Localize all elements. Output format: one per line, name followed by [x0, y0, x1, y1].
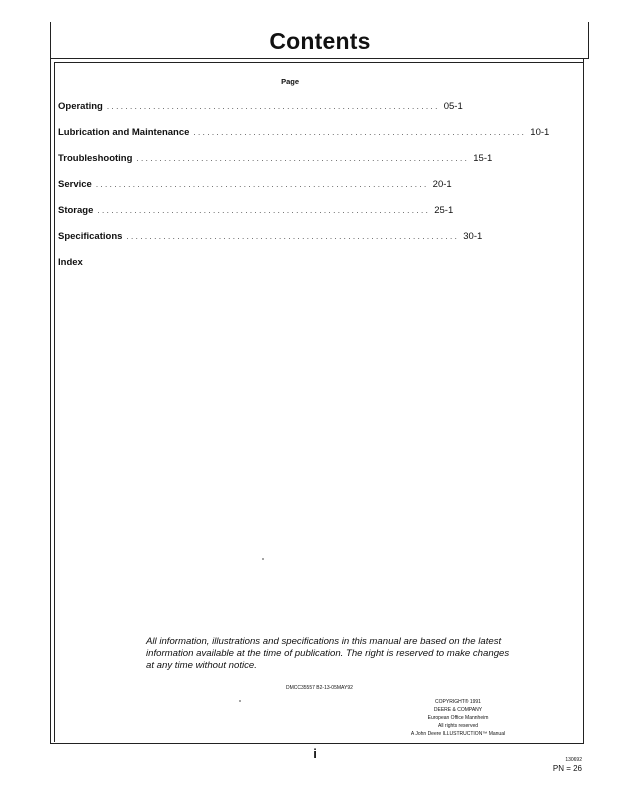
toc-entry-specifications[interactable]: [58, 231, 483, 245]
toc-page-column-heading: Page: [281, 77, 299, 86]
scan-speck: [239, 700, 241, 702]
toc-entry-page: 25-1: [434, 205, 454, 216]
scan-speck: [262, 558, 264, 560]
toc-entry-label: Troubleshooting: [58, 153, 133, 164]
title-underline: [50, 58, 589, 59]
toc-leader-dots: ........................................................................: [95, 180, 429, 189]
content-right-border: [583, 58, 584, 744]
toc-entry-storage[interactable]: [58, 205, 454, 219]
toc-entry-troubleshooting[interactable]: [58, 153, 493, 167]
toc-leader-dots: ........................................................................: [97, 206, 431, 215]
toc-leader-dots: ........................................................................: [193, 128, 527, 137]
toc-entry-page: 15-1: [473, 153, 493, 164]
toc-entry-label: Index: [58, 257, 83, 268]
toc-leader-dots: ........................................................................: [106, 102, 440, 111]
toc-entry-page: 30-1: [463, 231, 483, 242]
toc-entry-page: 10-1: [530, 127, 550, 138]
toc-entry-lubrication[interactable]: [58, 127, 550, 141]
manual-type-line: A John Deere ILLUSTRUCTION™ Manual: [410, 731, 506, 737]
toc-entry-label: Specifications: [58, 231, 123, 242]
toc-entry-service[interactable]: [58, 179, 452, 193]
office-line: European Office Mannheim: [427, 715, 489, 721]
pn-number: PN = 26: [552, 764, 582, 773]
toc-entry-index[interactable]: [58, 257, 299, 271]
toc-leader-dots: ........................................................................: [126, 232, 460, 241]
figure-id: 130692: [565, 757, 582, 763]
content-inner-top-rule: [54, 62, 584, 63]
copyright-line: COPYRIGHT® 1991: [435, 699, 481, 705]
toc-entry-page: 20-1: [432, 179, 452, 190]
toc-entry-label: Storage: [58, 205, 94, 216]
document-code: DMCC35557 B2-13-05MAY92: [286, 685, 353, 691]
toc-entry-operating[interactable]: [58, 101, 463, 115]
disclaimer-notice: All information, illustrations and specifications in this manual are based on the latest information available at the time of publication. The right is reserved to make changes at any time without notice.: [146, 636, 510, 671]
toc-entry-label: Service: [58, 179, 92, 190]
rights-line: All rights reserved: [437, 723, 478, 729]
toc-entry-page: 05-1: [443, 101, 463, 112]
toc-entry-label: Operating: [58, 101, 103, 112]
company-line: DEERE & COMPANY: [433, 707, 483, 713]
toc-entry-label: Lubrication and Maintenance: [58, 127, 190, 138]
page-folio: i: [313, 746, 317, 761]
content-left-border: [50, 58, 51, 744]
toc-leader-dots: ........................................................................: [136, 154, 470, 163]
copyright-block: [370, 698, 546, 738]
content-inner-left-rule: [54, 62, 55, 742]
page-title: Contents: [269, 28, 371, 54]
footer-rule: [50, 743, 584, 744]
